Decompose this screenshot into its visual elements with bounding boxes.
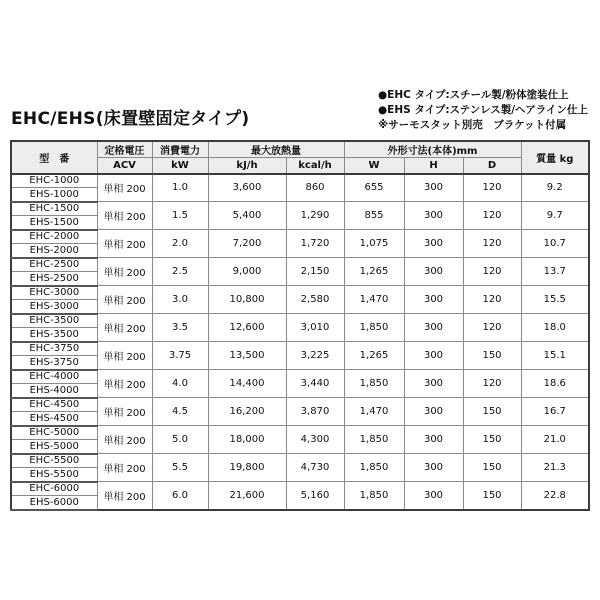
cell-weight: 18.6 xyxy=(521,370,589,398)
cell-model-ehc: EHC-4000 xyxy=(11,370,97,384)
cell-dim-w: 1,850 xyxy=(344,482,404,510)
cell-model-ehc: EHC-5000 xyxy=(11,426,97,440)
cell-dim-h: 300 xyxy=(404,482,463,510)
cell-heat-kcal: 3,870 xyxy=(286,398,344,426)
table-row-ehc xyxy=(11,370,589,384)
cell-dim-d: 120 xyxy=(463,258,521,286)
cell-weight: 16.7 xyxy=(521,398,589,426)
cell-model-ehs: EHS-2500 xyxy=(11,272,97,286)
cell-weight: 22.8 xyxy=(521,482,589,510)
table-row-ehc xyxy=(11,426,589,440)
cell-model-ehc: EHC-1000 xyxy=(11,174,97,188)
table-row-ehc xyxy=(11,202,589,216)
cell-power: 3.0 xyxy=(152,286,208,314)
col-subheader-voltage-unit: ACV xyxy=(97,158,152,174)
cell-heat-kcal: 2,580 xyxy=(286,286,344,314)
table-row-ehc xyxy=(11,342,589,356)
cell-heat-kcal: 5,160 xyxy=(286,482,344,510)
cell-dim-d: 120 xyxy=(463,202,521,230)
cell-heat-kcal: 4,730 xyxy=(286,454,344,482)
cell-dim-h: 300 xyxy=(404,174,463,202)
col-header-model: 型 番 xyxy=(11,141,97,174)
spec-table-header xyxy=(11,141,589,174)
table-row-ehc xyxy=(11,258,589,272)
cell-dim-w: 855 xyxy=(344,202,404,230)
note-thermostat-bracket: ※サーモスタット別売 ブラケット付属 xyxy=(378,118,567,131)
spec-table-body xyxy=(11,174,589,510)
cell-model-ehs: EHS-1500 xyxy=(11,216,97,230)
cell-model-ehc: EHC-4500 xyxy=(11,398,97,412)
cell-voltage: 単相 200 xyxy=(97,482,152,510)
cell-heat-kcal: 4,300 xyxy=(286,426,344,454)
col-header-voltage: 定格電圧 xyxy=(97,141,152,158)
cell-dim-d: 120 xyxy=(463,230,521,258)
cell-model-ehc: EHC-2500 xyxy=(11,258,97,272)
col-subheader-d: D xyxy=(463,158,521,174)
cell-power: 4.0 xyxy=(152,370,208,398)
note-ehc-type: ●EHC タイプ:スチール製/粉体塗装仕上 xyxy=(378,89,569,101)
cell-heat-kcal: 860 xyxy=(286,174,344,202)
cell-heat-kcal: 1,290 xyxy=(286,202,344,230)
table-row-ehc xyxy=(11,286,589,300)
cell-dim-h: 300 xyxy=(404,454,463,482)
cell-dim-w: 1,075 xyxy=(344,230,404,258)
cell-model-ehc: EHC-5500 xyxy=(11,454,97,468)
cell-heat-kj: 21,600 xyxy=(208,482,286,510)
cell-voltage: 単相 200 xyxy=(97,342,152,370)
cell-model-ehc: EHC-2000 xyxy=(11,230,97,244)
cell-voltage: 単相 200 xyxy=(97,230,152,258)
cell-weight: 18.0 xyxy=(521,314,589,342)
cell-heat-kcal: 3,225 xyxy=(286,342,344,370)
table-row-ehc xyxy=(11,454,589,468)
note-ehs-type: ●EHS タイプ:ステンレス製/ヘアライン仕上 xyxy=(378,103,588,116)
cell-weight: 15.1 xyxy=(521,342,589,370)
cell-dim-h: 300 xyxy=(404,314,463,342)
cell-dim-d: 150 xyxy=(463,482,521,510)
cell-dim-w: 655 xyxy=(344,174,404,202)
cell-power: 3.75 xyxy=(152,342,208,370)
cell-heat-kj: 13,500 xyxy=(208,342,286,370)
cell-weight: 13.7 xyxy=(521,258,589,286)
cell-power: 6.0 xyxy=(152,482,208,510)
cell-model-ehs: EHS-1000 xyxy=(11,188,97,202)
cell-model-ehs: EHS-3750 xyxy=(11,356,97,370)
cell-model-ehc: EHC-6000 xyxy=(11,482,97,496)
cell-model-ehs: EHS-5500 xyxy=(11,468,97,482)
cell-heat-kcal: 3,010 xyxy=(286,314,344,342)
cell-dim-d: 120 xyxy=(463,174,521,202)
cell-dim-w: 1,850 xyxy=(344,426,404,454)
cell-weight: 21.0 xyxy=(521,426,589,454)
cell-model-ehs: EHS-6000 xyxy=(11,496,97,510)
cell-weight: 10.7 xyxy=(521,230,589,258)
cell-dim-d: 150 xyxy=(463,454,521,482)
col-subheader-kj: kJ/h xyxy=(208,158,286,174)
cell-heat-kj: 14,400 xyxy=(208,370,286,398)
cell-model-ehs: EHS-5000 xyxy=(11,440,97,454)
cell-heat-kj: 5,400 xyxy=(208,202,286,230)
cell-dim-h: 300 xyxy=(404,230,463,258)
cell-heat-kj: 9,000 xyxy=(208,258,286,286)
cell-weight: 9.7 xyxy=(521,202,589,230)
cell-dim-h: 300 xyxy=(404,202,463,230)
col-subheader-power-unit: kW xyxy=(152,158,208,174)
col-header-weight: 質量 kg xyxy=(521,141,589,174)
cell-voltage: 単相 200 xyxy=(97,258,152,286)
cell-dim-w: 1,265 xyxy=(344,342,404,370)
cell-dim-h: 300 xyxy=(404,258,463,286)
cell-model-ehc: EHC-3000 xyxy=(11,286,97,300)
col-header-power: 消費電力 xyxy=(152,141,208,158)
col-subheader-h: H xyxy=(404,158,463,174)
cell-dim-w: 1,265 xyxy=(344,258,404,286)
cell-weight: 15.5 xyxy=(521,286,589,314)
cell-dim-d: 120 xyxy=(463,370,521,398)
cell-dim-d: 150 xyxy=(463,342,521,370)
cell-weight: 9.2 xyxy=(521,174,589,202)
cell-voltage: 単相 200 xyxy=(97,202,152,230)
cell-dim-h: 300 xyxy=(404,426,463,454)
cell-power: 5.0 xyxy=(152,426,208,454)
cell-model-ehs: EHS-3500 xyxy=(11,328,97,342)
col-subheader-w: W xyxy=(344,158,404,174)
cell-voltage: 単相 200 xyxy=(97,454,152,482)
cell-dim-d: 150 xyxy=(463,398,521,426)
cell-dim-h: 300 xyxy=(404,342,463,370)
cell-heat-kcal: 1,720 xyxy=(286,230,344,258)
cell-weight: 21.3 xyxy=(521,454,589,482)
cell-voltage: 単相 200 xyxy=(97,398,152,426)
cell-power: 2.5 xyxy=(152,258,208,286)
cell-dim-w: 1,850 xyxy=(344,370,404,398)
cell-model-ehc: EHC-1500 xyxy=(11,202,97,216)
cell-heat-kj: 7,200 xyxy=(208,230,286,258)
cell-dim-d: 150 xyxy=(463,426,521,454)
cell-heat-kj: 3,600 xyxy=(208,174,286,202)
table-row-ehc xyxy=(11,230,589,244)
cell-model-ehc: EHC-3500 xyxy=(11,314,97,328)
cell-power: 1.5 xyxy=(152,202,208,230)
cell-heat-kj: 16,200 xyxy=(208,398,286,426)
cell-dim-w: 1,470 xyxy=(344,398,404,426)
cell-dim-h: 300 xyxy=(404,370,463,398)
table-row-ehc xyxy=(11,314,589,328)
cell-heat-kj: 18,000 xyxy=(208,426,286,454)
cell-power: 4.5 xyxy=(152,398,208,426)
cell-heat-kj: 12,600 xyxy=(208,314,286,342)
cell-voltage: 単相 200 xyxy=(97,314,152,342)
cell-dim-w: 1,470 xyxy=(344,286,404,314)
spec-table xyxy=(10,140,590,511)
cell-dim-w: 1,850 xyxy=(344,314,404,342)
table-row-ehc xyxy=(11,174,589,188)
cell-model-ehs: EHS-4500 xyxy=(11,412,97,426)
col-header-dimensions: 外形寸法(本体)mm xyxy=(344,141,521,158)
cell-model-ehs: EHS-3000 xyxy=(11,300,97,314)
cell-power: 3.5 xyxy=(152,314,208,342)
cell-voltage: 単相 200 xyxy=(97,174,152,202)
cell-power: 2.0 xyxy=(152,230,208,258)
cell-heat-kcal: 3,440 xyxy=(286,370,344,398)
cell-dim-w: 1,850 xyxy=(344,454,404,482)
cell-dim-h: 300 xyxy=(404,286,463,314)
page-title: EHC/EHS(床置壁固定タイプ) xyxy=(11,109,250,129)
cell-model-ehs: EHS-2000 xyxy=(11,244,97,258)
table-row-ehc xyxy=(11,482,589,496)
cell-voltage: 単相 200 xyxy=(97,370,152,398)
cell-power: 5.5 xyxy=(152,454,208,482)
cell-dim-d: 120 xyxy=(463,314,521,342)
cell-heat-kj: 10,800 xyxy=(208,286,286,314)
cell-dim-h: 300 xyxy=(404,398,463,426)
cell-dim-d: 120 xyxy=(463,286,521,314)
cell-heat-kj: 19,800 xyxy=(208,454,286,482)
product-notes xyxy=(378,88,588,133)
cell-heat-kcal: 2,150 xyxy=(286,258,344,286)
col-subheader-kcal: kcal/h xyxy=(286,158,344,174)
cell-power: 1.0 xyxy=(152,174,208,202)
cell-model-ehs: EHS-4000 xyxy=(11,384,97,398)
cell-voltage: 単相 200 xyxy=(97,426,152,454)
table-row-ehc xyxy=(11,398,589,412)
cell-voltage: 単相 200 xyxy=(97,286,152,314)
col-header-heat-output: 最大放熱量 xyxy=(208,141,344,158)
cell-model-ehc: EHC-3750 xyxy=(11,342,97,356)
